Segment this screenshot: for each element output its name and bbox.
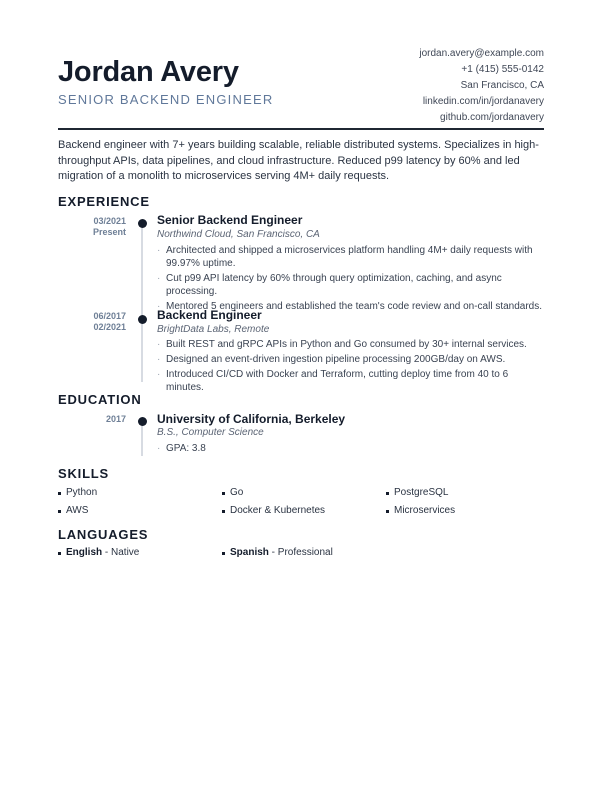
candidate-role: SENIOR BACKEND ENGINEER xyxy=(58,92,274,107)
contact-linkedin[interactable]: linkedin.com/in/jordanavery xyxy=(422,96,544,107)
experience-timeline-line xyxy=(141,222,143,382)
language-item xyxy=(58,547,139,558)
timeline-dot xyxy=(138,219,147,228)
contact-phone[interactable]: +1 (415) 555-0142 xyxy=(461,64,544,75)
list-item: · Designed an event-driven ingestion pipeline processing 200GB/day on AWS. xyxy=(157,353,547,366)
summary-paragraph: Backend engineer with 7+ years building scalable, reliable distributed systems. Specializes in high-throughput APIs, data pipelines, and cloud infrastructure. Reduced p99 latency by 60% and led migration of a monolith to microservices serving 4M+ daily requests. xyxy=(58,139,539,182)
job-bullets xyxy=(157,338,547,396)
list-item: · Introduced CI/CD with Docker and Terraform, cutting deploy time from 40 to 6 minutes. xyxy=(157,368,547,394)
skill-item: Microservices xyxy=(386,505,455,516)
language-level: - Professional xyxy=(268,547,333,558)
skill-item: AWS xyxy=(58,505,88,516)
date-start: 06/2017 xyxy=(93,311,126,321)
language-name: English xyxy=(66,547,103,558)
date-end: 02/2021 xyxy=(93,322,126,332)
job-company: Northwind Cloud, San Francisco, CA xyxy=(157,229,320,240)
date-end: Present xyxy=(92,227,126,237)
school-name: University of California, Berkeley xyxy=(157,412,346,426)
language-level: - Native xyxy=(102,547,140,558)
list-item: · Built REST and gRPC APIs in Python and Go consumed by 30+ internal services. xyxy=(157,338,547,351)
candidate-name: Jordan Avery xyxy=(58,56,239,88)
experience-date-1 xyxy=(58,216,126,238)
contact-github[interactable]: github.com/jordanavery xyxy=(440,112,544,123)
skill-item: Docker & Kubernetes xyxy=(222,505,325,516)
experience-heading: EXPERIENCE xyxy=(58,194,150,209)
contact-email[interactable]: jordan.avery@example.com xyxy=(419,48,544,59)
skills-heading: SKILLS xyxy=(58,466,110,481)
language-name: Spanish xyxy=(230,547,269,558)
date-start: 03/2021 xyxy=(93,216,126,226)
timeline-dot xyxy=(138,315,147,324)
resume-header xyxy=(58,44,544,130)
list-item: · Cut p99 API latency by 60% through query optimization, caching, and async processing. xyxy=(157,272,547,298)
languages-heading: LANGUAGES xyxy=(58,527,149,542)
job-bullets xyxy=(157,244,547,315)
education-bullets xyxy=(157,442,547,457)
job-title: Senior Backend Engineer xyxy=(157,213,303,227)
job-company: BrightData Labs, Remote xyxy=(157,324,270,335)
skill-item: Python xyxy=(58,487,97,498)
skill-item: Go xyxy=(222,487,243,498)
degree: B.S., Computer Science xyxy=(157,427,264,438)
language-item xyxy=(222,547,333,558)
job-title: Backend Engineer xyxy=(157,308,262,322)
contact-block xyxy=(419,46,544,126)
list-item: · Mentored 5 engineers and established the team's code review and on-call standards. xyxy=(157,300,547,313)
skill-item: PostgreSQL xyxy=(386,487,448,498)
contact-location: San Francisco, CA xyxy=(460,80,544,91)
experience-date-2 xyxy=(58,311,126,333)
education-heading: EDUCATION xyxy=(58,392,142,407)
list-item: · Architected and shipped a microservices platform handling 4M+ daily requests with 99.97% uptime. xyxy=(157,244,547,270)
timeline-dot xyxy=(138,417,147,426)
education-date: 2017 xyxy=(105,414,126,424)
list-item: · GPA: 3.8 xyxy=(157,442,547,455)
